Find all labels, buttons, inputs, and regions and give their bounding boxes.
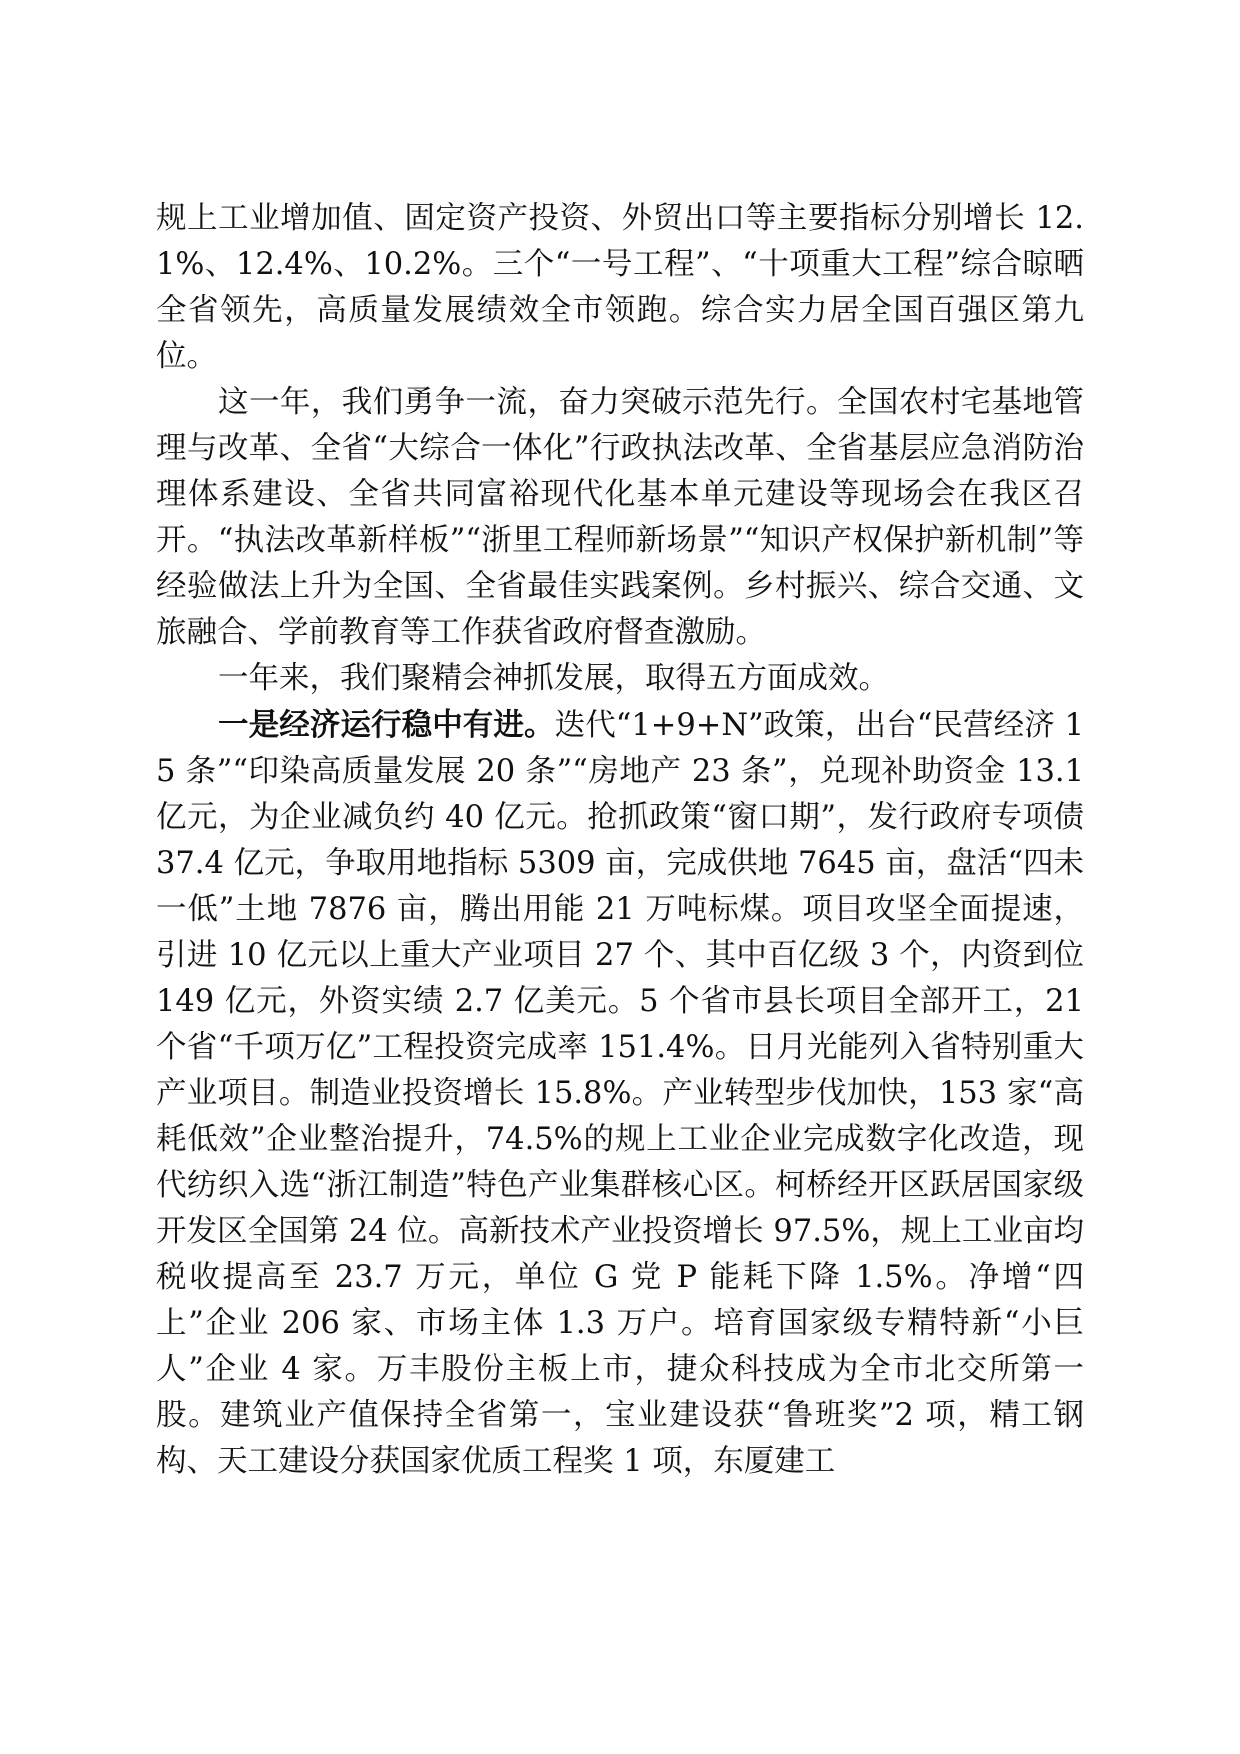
paragraph-4-text: 迭代“1+9+N”政策，出台“民营经济 15 条”“印染高质量发展 20 条”“房地产 23 条”，兑现补助资金 13.1 亿元，为企业减负约 40 亿元。抢抓政策“窗口期”，发行政府专项债 37.4 亿元，争取用地指标 5309 亩，完成供地 7645 亩，盘活“四未一低”土地 7876 亩，腾出用能 21 万吨标煤。项目攻坚全面提速，引进 10 亿元以上重大产业项目 27 个、其中百亿级 3 个，内资到位 149 亿元，外资实绩 2.7 亿美元。5 个省市县长项目全部开工，21 个省“千项万亿”工程投资完成率 151.4%。日月光能列入省特别重大产业项目。制造业投资增长 15.8%。产业转型步伐加快，153 家“高耗低效”企业整治提升，74.5%的规上工业企业完成数字化改造，现代纺织入选“浙江制造”特色产业集群核心区。柯桥经开区跃居国家级开发区全国第 24 位。高新技术产业投资增长 97.5%，规上工业亩均税收提高至 23.7 万元，单位 G 党 P 能耗下降 1.5%。净增“四上”企业 206 家、市场主体 1.3 万户。培育国家级专精特新“小巨人”企业 4 家。万丰股份主板上市，捷众科技成为全市北交所第一股。建筑业产值保持全省第一，宝业建设获“鲁班奖”2 项，精工钢构、天工建设分获国家优质工程奖 1 项，东厦建工 [156, 708, 1084, 1479]
paragraph-2-text: 这一年，我们勇争一流，奋力突破示范先行。全国农村宅基地管理与改革、全省“大综合一体化”行政执法改革、全省基层应急消防治理体系建设、全省共同富裕现代化基本单元建设等现场会在我区召开。“执法改革新样板”“浙里工程师新场景”“知识产权保护新机制”等经验做法上升为全国、全省最佳实践案例。乡村振兴、综合交通、文旅融合、学前教育等工作获省政府督查激励。 [156, 385, 1084, 650]
document-page [156, 196, 1084, 1485]
paragraph-1-text: 规上工业增加值、固定资产投资、外贸出口等主要指标分别增长 12.1%、12.4%、10.2%。三个“一号工程”、“十项重大工程”综合晾晒全省领先，高质量发展绩效全市领跑。综合实力居全国百强区第九位。 [156, 201, 1084, 374]
paragraph-4 [156, 702, 1084, 1485]
paragraph-4-lead: 一是经济运行稳中有进。 [218, 707, 555, 743]
paragraph-3-text: 一年来，我们聚精会神抓发展，取得五方面成效。 [218, 661, 889, 696]
paragraph-3 [156, 656, 1084, 702]
paragraph-1 [156, 196, 1084, 380]
paragraph-2 [156, 380, 1084, 656]
